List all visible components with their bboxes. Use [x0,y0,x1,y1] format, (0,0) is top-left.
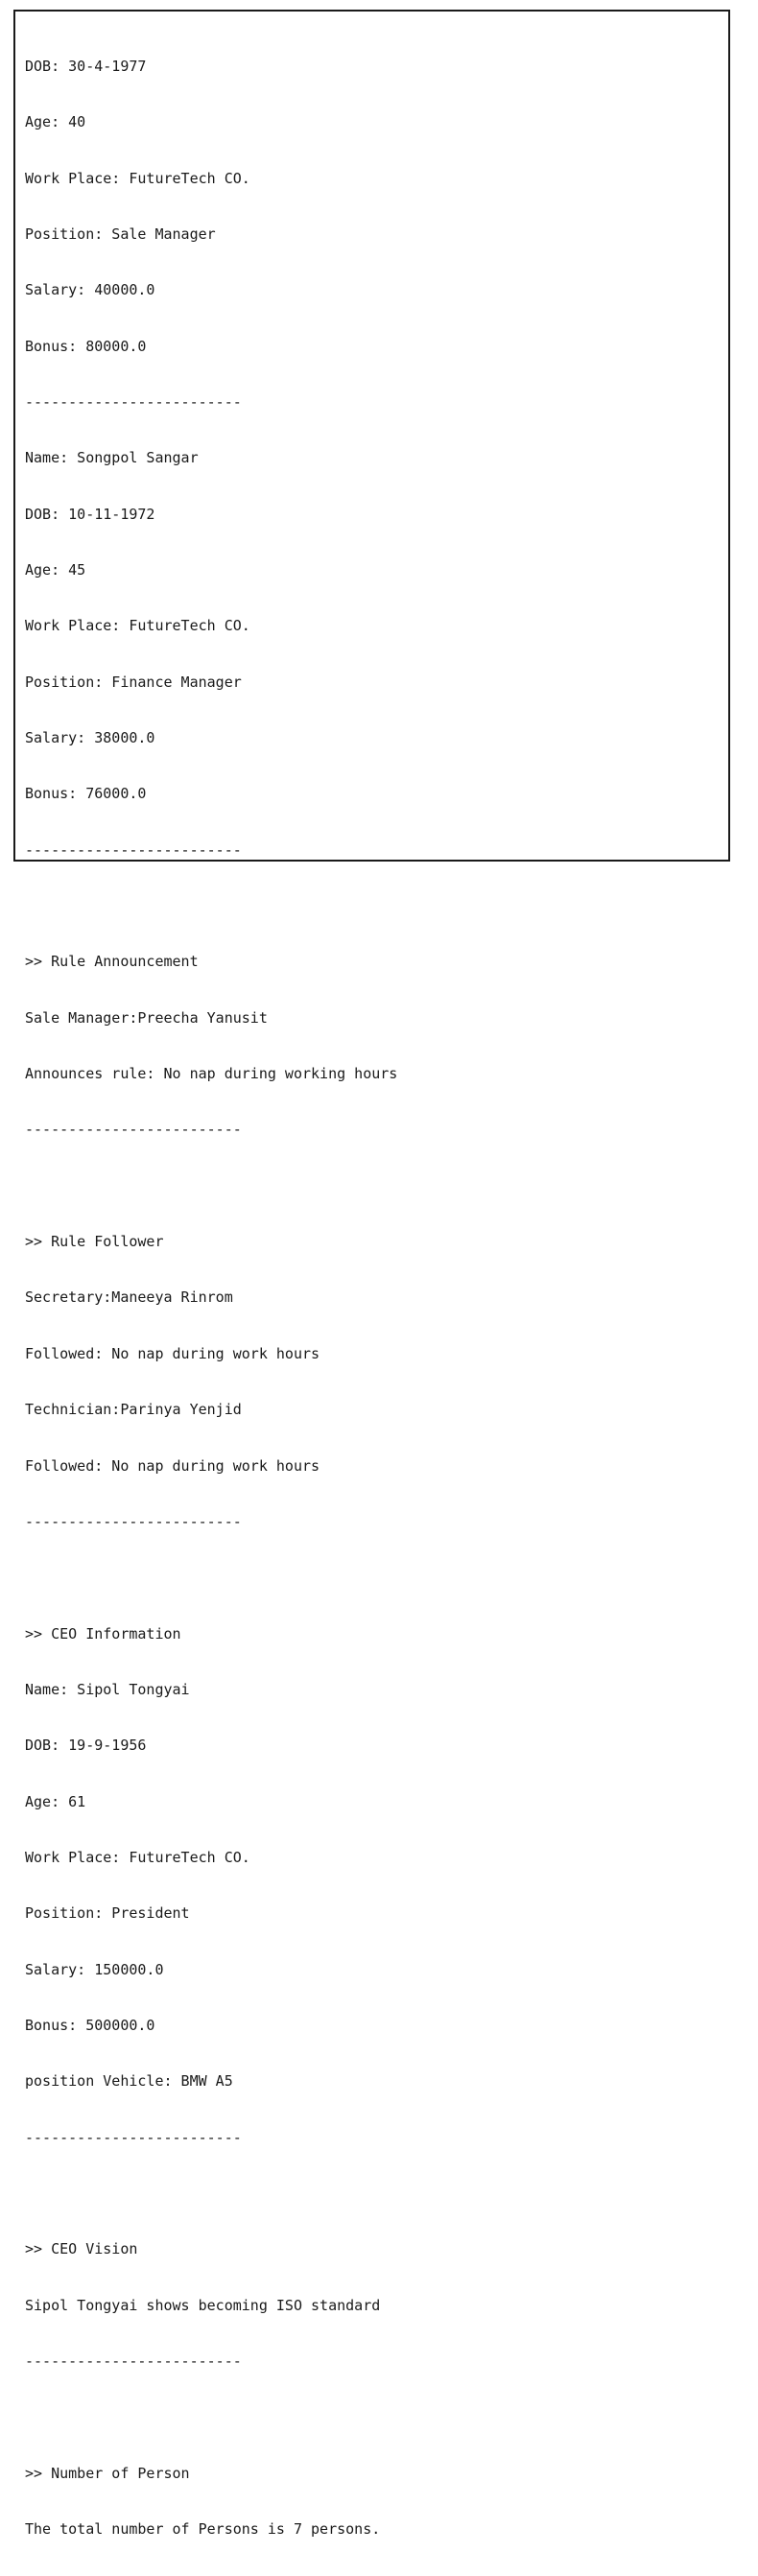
console-line: Salary: 150000.0 [25,1960,164,1978]
console-line: Bonus: 76000.0 [25,785,147,803]
section-heading: >> CEO Vision [25,2240,138,2258]
console-line: Technician:Parinya Yenjid [25,1401,242,1419]
console-line: Position: President [25,1904,190,1923]
section-heading: >> Rule Announcement [25,953,199,971]
console-line: Sipol Tongyai shows becoming ISO standard [25,2296,381,2314]
console-line: Age: 61 [25,1792,86,1810]
console-line: Bonus: 80000.0 [25,337,147,355]
console-line: Work Place: FutureTech CO. [25,617,250,635]
console-line: Age: 45 [25,561,86,579]
separator-line: ------------------------- [25,1512,242,1530]
console-line: Position: Sale Manager [25,225,216,243]
console-line: Followed: No nap during work hours [25,1344,320,1362]
blank-line [25,1177,397,1195]
console-line: Followed: No nap during work hours [25,1456,320,1475]
blank-line [25,2408,397,2426]
section-heading: >> Rule Follower [25,1233,164,1251]
separator-line: ------------------------- [25,1121,242,1139]
console-line: DOB: 19-9-1956 [25,1737,147,1755]
console-line: DOB: 30-4-1977 [25,57,147,75]
blank-line [25,897,397,915]
separator-line: ------------------------- [25,2128,242,2146]
console-line: Bonus: 500000.0 [25,2016,155,2034]
console-line: Position: Finance Manager [25,673,242,691]
console-line: Salary: 40000.0 [25,281,155,299]
console-line: Salary: 38000.0 [25,729,155,747]
console-line: Name: Sipol Tongyai [25,1680,190,1698]
console-line: Work Place: FutureTech CO. [25,169,250,187]
console-line: Sale Manager:Preecha Yanusit [25,1008,268,1027]
console-line: The total number of Persons is 7 persons. [25,2520,381,2539]
section-heading: >> Number of Person [25,2464,190,2482]
console-line: Secretary:Maneeya Rinrom [25,1288,233,1307]
console-output-panel [13,10,730,2539]
separator-line: ------------------------- [25,2352,242,2370]
console-text [25,20,397,2576]
console-line: Announces rule: No nap during working hours [25,1065,398,1083]
console-line: Age: 40 [25,113,86,131]
section-heading: >> CEO Information [25,1624,181,1642]
blank-line [25,2185,397,2203]
separator-line: ------------------------- [25,840,242,859]
separator-line: ------------------------- [25,392,242,411]
console-line: DOB: 10-11-1972 [25,505,155,523]
console-line: Name: Songpol Sangar [25,449,199,467]
console-line: Work Place: FutureTech CO. [25,1848,250,1866]
blank-line [25,1569,397,1587]
console-line: position Vehicle: BMW A5 [25,2072,233,2091]
